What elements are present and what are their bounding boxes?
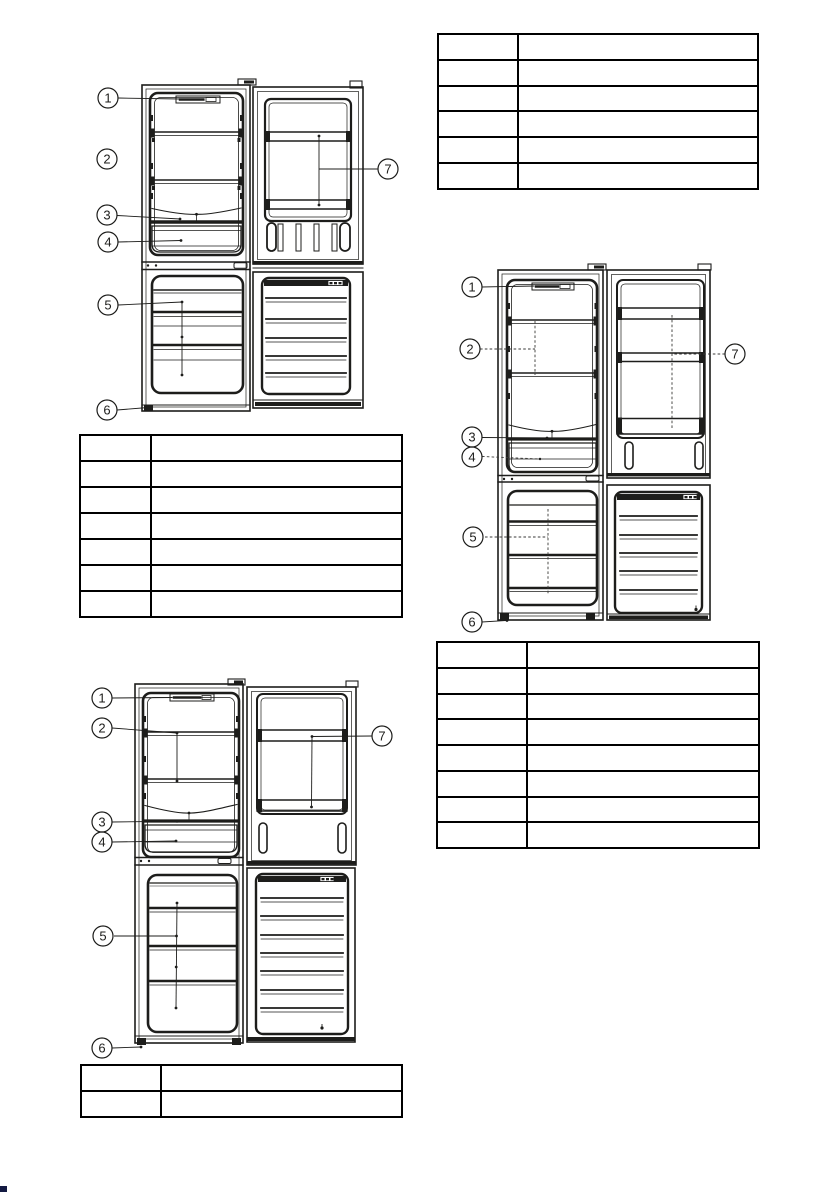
table-cell — [437, 642, 527, 668]
svg-text:7: 7 — [378, 728, 386, 744]
svg-text:6: 6 — [98, 1040, 106, 1056]
table-row — [437, 822, 759, 848]
crisper-cover — [152, 208, 241, 222]
table-cell — [527, 745, 759, 771]
table-cell — [438, 111, 518, 137]
table-row — [80, 565, 402, 591]
freezer-door — [607, 485, 710, 620]
table-cell — [518, 137, 758, 163]
door-handles — [259, 823, 346, 853]
table-cell — [437, 694, 527, 720]
freezer-drawers — [150, 883, 235, 985]
svg-text:4: 4 — [104, 234, 112, 250]
svg-text:7: 7 — [384, 161, 392, 177]
door-handles — [625, 442, 703, 469]
table-row — [438, 163, 758, 189]
control-panel — [176, 96, 220, 103]
callout-3 — [462, 427, 482, 447]
callout-5 — [98, 295, 118, 315]
table-cell — [438, 137, 518, 163]
table-row — [81, 1065, 402, 1091]
table-row — [80, 461, 402, 487]
table-cell — [518, 34, 758, 60]
crisper-cover — [145, 805, 237, 822]
cabinet — [135, 679, 245, 1043]
table-cell — [161, 1065, 402, 1091]
door-bins — [257, 694, 347, 814]
svg-text:2: 2 — [98, 720, 106, 736]
table-cell — [80, 513, 151, 539]
shelf — [508, 317, 598, 326]
table-cell — [437, 668, 527, 694]
control-panel — [532, 283, 574, 290]
table-cell — [527, 642, 759, 668]
shelf-rail-clips — [151, 115, 243, 199]
table-row — [80, 539, 402, 565]
foot — [500, 613, 509, 620]
fridge-diagram-2 — [450, 258, 770, 636]
table-cell — [518, 163, 758, 189]
table-row — [80, 435, 402, 461]
door-vents-and-handles — [267, 223, 350, 251]
svg-text:7: 7 — [731, 346, 739, 362]
fridge-diagram-3 — [88, 678, 400, 1062]
shelf-rail-clips — [508, 303, 598, 399]
table-cell — [527, 668, 759, 694]
shelf — [151, 177, 243, 191]
table-row — [437, 668, 759, 694]
shelf — [508, 370, 598, 379]
svg-text:5: 5 — [104, 297, 112, 313]
callout-2 — [97, 149, 117, 169]
svg-text:2: 2 — [466, 341, 474, 357]
table-row — [437, 719, 759, 745]
table-row — [437, 797, 759, 823]
table-cell — [80, 487, 151, 513]
table-cell — [527, 694, 759, 720]
fridge-door — [247, 681, 358, 865]
callout-6 — [97, 400, 117, 420]
svg-text:3: 3 — [103, 207, 111, 223]
shelf — [144, 729, 239, 738]
table-cell — [80, 539, 151, 565]
table-row — [80, 591, 402, 617]
table-row — [438, 86, 758, 112]
table-cell — [438, 60, 518, 86]
shelf — [144, 776, 239, 785]
freezer-badge — [683, 495, 697, 500]
callout-3 — [97, 205, 117, 225]
compartment-divider — [498, 476, 603, 483]
page-corner-mark — [0, 1186, 7, 1192]
door-bins — [617, 280, 704, 438]
table-cell — [151, 487, 402, 513]
freezer-door — [247, 868, 355, 1042]
shelf-rail-clips — [144, 716, 239, 799]
table-cell — [151, 435, 402, 461]
table-row — [80, 513, 402, 539]
callout-4 — [462, 447, 482, 467]
table-cell — [151, 591, 402, 617]
table-cell — [81, 1091, 161, 1117]
callout-2 — [460, 339, 480, 359]
table-cell — [437, 719, 527, 745]
callout-1 — [98, 88, 118, 108]
door-hinge — [698, 264, 711, 270]
fridge-compartment — [150, 93, 243, 255]
callout-3 — [92, 812, 112, 832]
door-hinge — [346, 681, 358, 687]
svg-text:3: 3 — [468, 429, 476, 445]
foot — [232, 1038, 241, 1045]
svg-text:4: 4 — [98, 834, 106, 850]
foot — [586, 613, 595, 620]
foot — [137, 1038, 146, 1045]
freezer-compartment — [498, 491, 603, 620]
compartment-divider — [135, 858, 243, 866]
freezer-badge — [320, 877, 334, 882]
callout-4 — [92, 832, 112, 852]
table-row — [437, 642, 759, 668]
callout-6 — [462, 612, 482, 632]
svg-text:1: 1 — [98, 690, 106, 706]
table-cell — [80, 565, 151, 591]
table-row — [437, 771, 759, 797]
svg-text:1: 1 — [104, 90, 112, 106]
table-cell — [527, 797, 759, 823]
callout-5 — [463, 527, 483, 547]
table-cell — [438, 163, 518, 189]
callout-5 — [93, 926, 113, 946]
table-cell — [80, 461, 151, 487]
table-row — [438, 34, 758, 60]
parts-table-bottom-left — [80, 1064, 403, 1118]
crisper-drawer — [145, 825, 237, 852]
table-cell — [151, 513, 402, 539]
table-row — [438, 137, 758, 163]
fridge-diagram-1 — [88, 72, 408, 428]
freezer-door-shelves — [266, 298, 346, 377]
table-cell — [527, 719, 759, 745]
table-cell — [151, 565, 402, 591]
table-cell — [527, 822, 759, 848]
parts-table-top-right — [437, 33, 759, 190]
table-row — [438, 60, 758, 86]
table-cell — [161, 1091, 402, 1117]
freezer-badge — [328, 281, 343, 286]
table-cell — [518, 111, 758, 137]
table-cell — [151, 539, 402, 565]
table-cell — [437, 822, 527, 848]
svg-text:6: 6 — [468, 614, 476, 630]
svg-text:5: 5 — [99, 928, 107, 944]
parts-table-mid-left — [79, 434, 403, 618]
table-cell — [437, 797, 527, 823]
callout-7 — [378, 159, 398, 179]
freezer-drawers — [510, 505, 596, 592]
table-row — [437, 694, 759, 720]
table-cell — [80, 435, 151, 461]
table-cell — [438, 34, 518, 60]
shelf — [151, 129, 243, 143]
table-cell — [437, 771, 527, 797]
svg-text:3: 3 — [98, 814, 106, 830]
cabinet — [498, 264, 606, 620]
crisper-drawer — [152, 226, 241, 252]
svg-text:5: 5 — [469, 529, 477, 545]
table-row — [438, 111, 758, 137]
table-row — [80, 487, 402, 513]
svg-text:1: 1 — [468, 279, 476, 295]
fridge-compartment — [507, 280, 598, 472]
table-cell — [518, 86, 758, 112]
svg-text:6: 6 — [103, 402, 111, 418]
callout-1 — [462, 277, 482, 297]
parts-table-mid-right — [436, 641, 760, 849]
table-cell — [81, 1065, 161, 1091]
callout-1 — [92, 688, 112, 708]
callout-4 — [98, 232, 118, 252]
freezer-door-shelves — [620, 516, 697, 594]
door-bins — [265, 99, 351, 221]
freezer-door — [253, 272, 363, 408]
freezer-compartment — [142, 276, 250, 411]
fridge-door — [253, 81, 363, 268]
fridge-door — [607, 264, 711, 478]
table-row — [437, 745, 759, 771]
callout-7 — [372, 726, 392, 746]
table-row — [81, 1091, 402, 1117]
compartment-divider — [142, 262, 250, 270]
table-cell — [437, 745, 527, 771]
callout-7 — [725, 344, 745, 364]
fridge-compartment — [143, 693, 239, 857]
callout-2 — [92, 718, 112, 738]
svg-text:2: 2 — [103, 151, 111, 167]
freezer-compartment — [135, 875, 243, 1045]
table-cell — [151, 461, 402, 487]
table-cell — [518, 60, 758, 86]
table-cell — [80, 591, 151, 617]
callout-6 — [92, 1038, 112, 1058]
crisper-cover — [509, 425, 596, 440]
table-cell — [438, 86, 518, 112]
table-cell — [527, 771, 759, 797]
svg-text:4: 4 — [468, 449, 476, 465]
freezer-door-shelves — [261, 898, 343, 1012]
freezer-drawers — [154, 290, 241, 360]
